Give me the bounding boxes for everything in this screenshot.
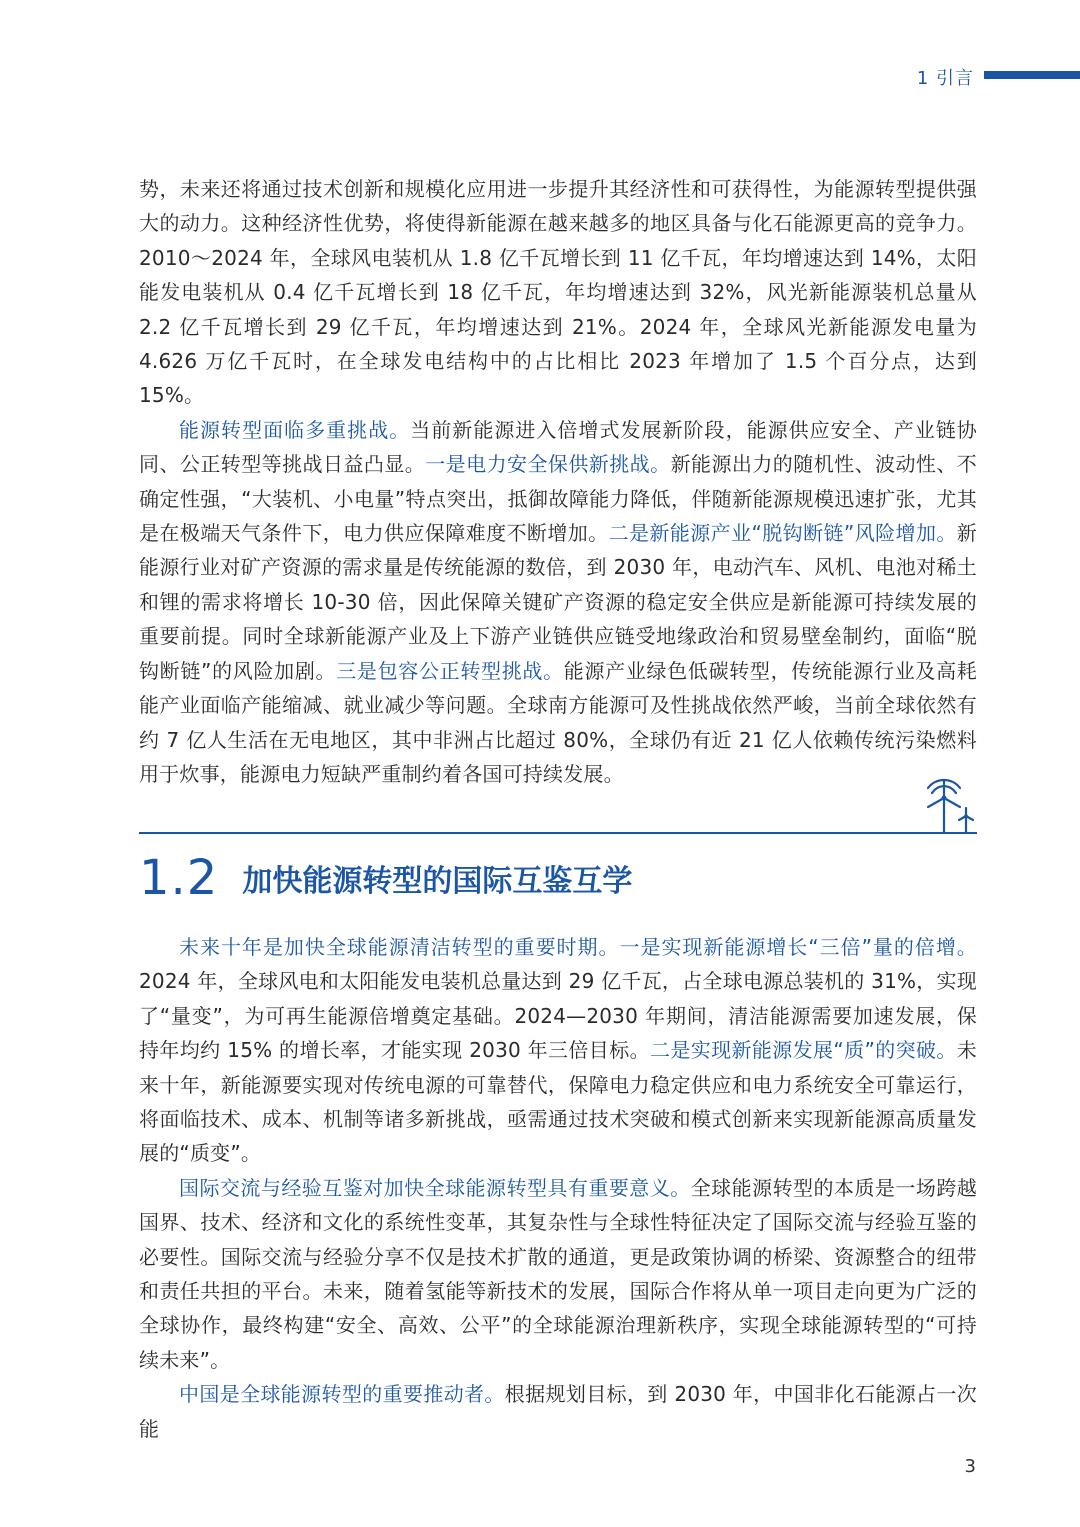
highlight-decoupling-risk: 二是新能源产业“脱钩断链”风险增加。: [608, 521, 957, 546]
highlight-triple-growth: 一是实现新能源增长“三倍”量的倍增。: [619, 935, 978, 959]
text-quality-breakthrough: 未来十年，新能源要实现对传统电源的可靠替代，保障电力稳定供应和电力系统安全可靠运行，将面临技术、成本、机制等诸多新挑战，亟需通过技术突破和模式创新来实现新能源高质量发展的“质变”。: [139, 1038, 977, 1166]
paragraph-china-role: [139, 1377, 977, 1446]
text-power-security: 新能源出力的随机性、波动性、不确定性强，“大装机、小电量”特点突出，抵御故障能力降低，伴随新能源规模迅速扩张，尤其是在极端天气条件下，电力供应保障难度不断增加。: [139, 452, 978, 546]
header-accent-bar: [984, 71, 1080, 79]
paragraph-challenges: [139, 413, 977, 791]
highlight-just-transition: 三是包容公正转型挑战。: [336, 658, 564, 683]
text-just-transition: 能源产业绿色低碳转型，传统能源行业及高耗能产业面临产能缩减、就业减少等问题。全球南方能源可及性挑战依然严峻，当前全球依然有约 7 亿人生活在无电地区，其中非洲占比超过 80%，全球仍有近 21 亿人依赖传统污染燃料用于炊事，能源电力短缺严重制约着各国可持续发展。: [139, 658, 977, 786]
highlight-challenges: 能源转型面临多重挑战。: [179, 417, 411, 442]
section-number: 1.2: [139, 850, 219, 906]
highlight-next-decade: 未来十年是加快全球能源清洁转型的重要时期。: [179, 935, 620, 959]
paragraph-international-exchange: [139, 1171, 977, 1377]
text-challenges-intro: 当前新能源进入倍增式发展新阶段，能源供应安全、产业链协同、公正转型等挑战日益凸显。: [139, 417, 978, 477]
section-divider: [139, 832, 977, 834]
highlight-quality-breakthrough: 二是实现新能源发展“质”的突破。: [649, 1038, 957, 1063]
wind-turbine-icon: [920, 776, 978, 834]
body-text-block-1: [139, 172, 977, 791]
body-text-block-2: [139, 930, 977, 1446]
highlight-international-exchange: 国际交流与经验互鉴对加快全球能源转型具有重要意义。: [179, 1175, 691, 1200]
page-number: 3: [964, 1456, 976, 1477]
section-title: 加快能源转型的国际互鉴互学: [242, 864, 633, 899]
text-international-exchange: 全球能源转型的本质是一场跨越国界、技术、经济和文化的系统性变革，其复杂性与全球性特征决定了国际交流与经验互鉴的必要性。国际交流与经验分享不仅是技术扩散的通道，更是政策协调的桥梁、资源整合的纽带和责任共担的平台。未来，随着氢能等新技术的发展，国际合作将从单一项目走向更为广泛的全球协作，最终构建“安全、高效、公平”的全球能源治理新秩序，实现全球能源转型的“可持续未来”。: [139, 1175, 977, 1372]
paragraph-next-decade: [139, 930, 977, 1171]
highlight-china-role: 中国是全球能源转型的重要推动者。: [179, 1382, 505, 1407]
highlight-power-security: 一是电力安全保供新挑战。: [425, 452, 671, 477]
text-china-role: 根据规划目标，到 2030 年，中国非化石能源占一次能: [139, 1382, 977, 1441]
text-triple-growth: 2024 年，全球风电和太阳能发电装机总量达到 29 亿千瓦，占全球电源总装机的 31%，实现了“量变”，为可再生能源倍增奠定基础。2024—2030 年期间，清洁能源需要加速发展，保持年均约 15% 的增长率，才能实现 2030 年三倍目标。: [139, 969, 977, 1063]
paragraph-economics: 势，未来还将通过技术创新和规模化应用进一步提升其经济性和可获得性，为能源转型提供强大的动力。这种经济性优势，将使得新能源在越来越多的地区具备与化石能源更高的竞争力。2010～2024 年，全球风电装机从 1.8 亿千瓦增长到 11 亿千瓦，年均增速达到 14%，太阳能发电装机从 0.4 亿千瓦增长到 18 亿千瓦，年均增速达到 32%，风光新能源装机总量从 2.2 亿千瓦增长到 29 亿千瓦，年均增速达到 21%。2024 年，全球风光新能源发电量为 4.626 万亿千瓦时，在全球发电结构中的占比相比 2023 年增加了 1.5 个百分点，达到 15%。: [139, 177, 977, 408]
text-decoupling-risk: 新能源行业对矿产资源的需求量是传统能源的数倍，到 2030 年，电动汽车、风机、电池对稀土和锂的需求将增长 10-30 倍，因此保障关键矿产资源的稳定安全供应是新能源可持续发展的重要前提。同时全球新能源产业及上下游产业链供应链受地缘政治和贸易壁垒制约，面临“脱钩断链”的风险加剧。: [139, 521, 977, 683]
running-header: [0, 64, 1080, 88]
section-heading: [139, 850, 632, 910]
chapter-label: 1 引言: [916, 68, 974, 89]
